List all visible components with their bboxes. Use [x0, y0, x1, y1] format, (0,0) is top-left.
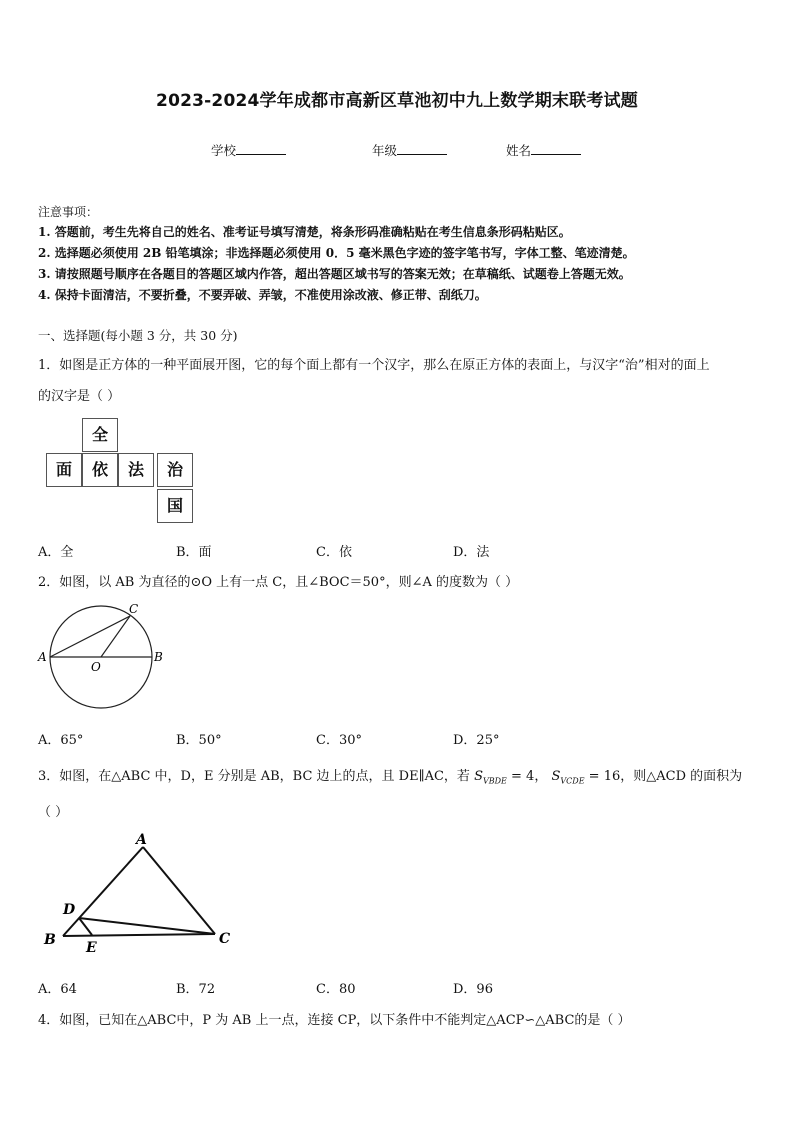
label-o: O [91, 660, 101, 674]
q1-text-line1: 1．如图是正方体的一种平面展开图，它的每个面上都有一个汉字，那么在原正方体的表面上，与汉字“治”相对的面上 [38, 358, 710, 373]
area-cde: $S_{VCDE} = 16$ [551, 769, 621, 786]
label-d: D [63, 902, 76, 918]
net-cell-right: 治 [157, 453, 193, 487]
school-field [211, 141, 286, 159]
q3-option-c: C．80 [316, 982, 356, 997]
q2-option-c: C．30° [316, 733, 362, 748]
school-label: 学校 [211, 143, 237, 158]
net-cell-left2: 依 [82, 453, 118, 487]
q3-text-line2: （ ） [38, 805, 69, 820]
area-bde: $S_{VBDE} = 4$， [474, 769, 548, 786]
segment-cd [79, 918, 215, 934]
segment-de [79, 918, 92, 935]
label-a: A [38, 650, 47, 664]
notice-item: 3. 请按照题号顺序在各题目的答题区域内作答，超出答题区域书写的答案无效；在草稿纸、试题卷上答题无效。 [38, 267, 631, 281]
page-title: 2023-2024学年成都市高新区草池初中九上数学期末联考试题 [156, 91, 638, 111]
radius-oc [101, 616, 130, 657]
net-cell-left1: 面 [46, 453, 82, 487]
section-heading: 一、选择题(每小题 3 分，共 30 分) [38, 328, 238, 343]
q3-text-end: ，则△ACD 的面积为 [620, 769, 743, 784]
name-label: 姓名 [506, 143, 532, 158]
net-cell-bottom: 国 [157, 489, 193, 523]
q1-option-d: D．法 [453, 545, 490, 560]
q2-option-b: B．50° [176, 733, 222, 748]
q1-option-b: B．面 [176, 545, 212, 560]
grade-blank [397, 142, 447, 155]
q3-text-line1 [38, 765, 742, 786]
q1-text-line2: 的汉字是（ ） [38, 389, 121, 404]
name-field [506, 141, 581, 159]
label-c: C [129, 602, 139, 616]
notice-item: 1. 答题前，考生先将自己的姓名、准考证号填写清楚，将条形码准确粘贴在考生信息条形码粘贴区。 [38, 225, 571, 239]
q2-option-a: A．65° [38, 733, 84, 748]
grade-label: 年级 [372, 143, 398, 158]
q2-text: 2．如图，以 AB 为直径的⊙O 上有一点 C，且∠BOC＝50°，则∠A 的度数为（ ） [38, 575, 519, 590]
q3-text-start: 3．如图，在△ABC 中，D，E 分别是 AB，BC 边上的点，且 DE∥AC，若 [38, 769, 470, 784]
chord-ac [50, 616, 130, 657]
label-e: E [86, 940, 97, 956]
label-c: C [219, 931, 231, 947]
net-cell-top: 全 [82, 418, 118, 452]
q4-text: 4．如图，已知在△ABC中，P 为 AB 上一点，连接 CP，以下条件中不能判定△ACP∽△ABC的是（ ） [38, 1013, 631, 1028]
school-blank [236, 142, 286, 155]
grade-field [372, 141, 447, 159]
q1-option-c: C．依 [316, 545, 352, 560]
q2-option-d: D．25° [453, 733, 500, 748]
q3-option-b: B．72 [176, 982, 216, 997]
notice-heading: 注意事项： [38, 205, 99, 219]
notice-item: 4. 保持卡面清洁，不要折叠，不要弄破、弄皱，不准使用涂改液、修正带、刮纸刀。 [38, 288, 487, 302]
q3-option-d: D．96 [453, 982, 493, 997]
side-bc [63, 934, 215, 936]
label-a: A [136, 832, 147, 848]
q1-option-a: A．全 [38, 545, 74, 560]
notice-item: 2. 选择题必须使用 2B 铅笔填涂；非选择题必须使用 0．5 毫米黑色字迹的签字笔书写，字体工整、笔迹清楚。 [38, 246, 635, 260]
name-blank [531, 142, 581, 155]
circle-figure [34, 600, 174, 715]
label-b: B [44, 932, 56, 948]
net-cell-mid: 法 [118, 453, 154, 487]
side-ac [143, 847, 215, 934]
label-b: B [154, 650, 163, 664]
q3-option-a: A．64 [38, 982, 77, 997]
triangle-figure [38, 830, 248, 960]
side-ab [63, 847, 143, 936]
